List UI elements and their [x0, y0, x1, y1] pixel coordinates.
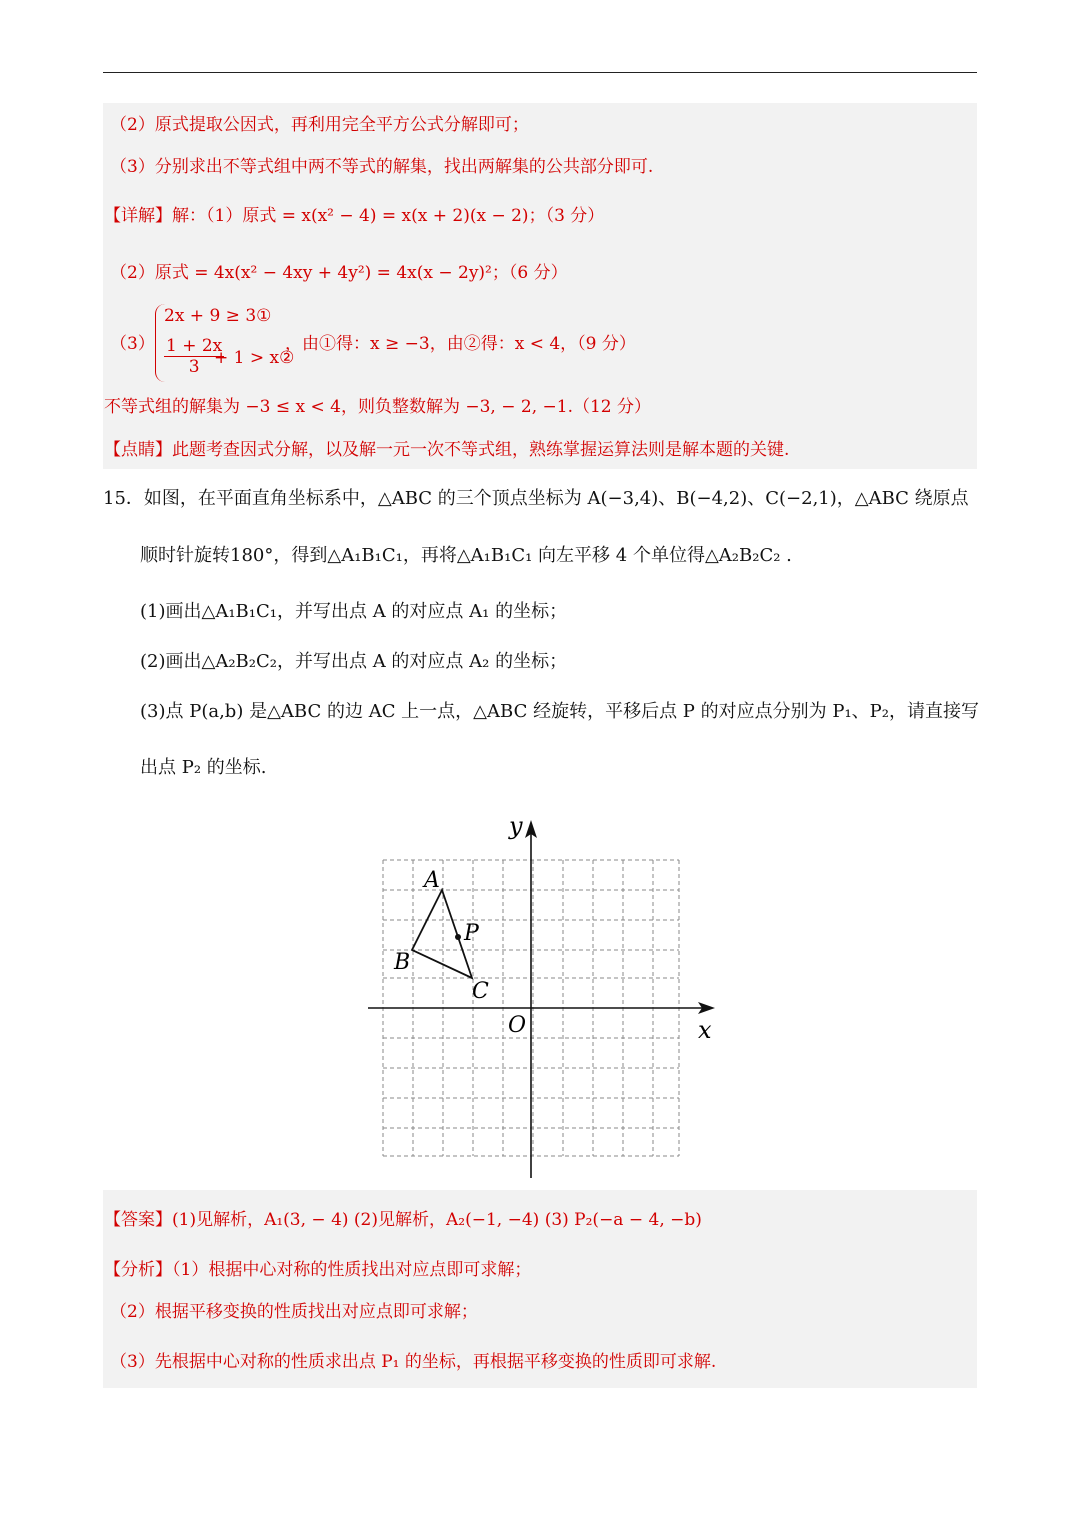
comment-tag: 【点睛】: [104, 440, 172, 460]
question-part-3b: 出点 P₂ 的坐标.: [140, 757, 267, 778]
solution-line-2: （2）原式提取公因式，再利用完全平方公式分解即可；: [110, 115, 529, 135]
question-stem-1: [103, 488, 969, 510]
question-stem-1-text: 如图，在平面直角坐标系中，△ABC 的三个顶点坐标为 A(−3,4)、B(−4,2)、C(−2,1)，△ABC 绕原点: [143, 488, 969, 509]
solution-line-3: （3）分别求出不等式组中两不等式的解集，找出两解集的公共部分即可.: [110, 157, 654, 177]
label-c: C: [472, 979, 489, 1004]
label-a: A: [424, 868, 440, 893]
label-x: x: [698, 1016, 712, 1044]
detail-3-prefix: （3）: [110, 334, 155, 354]
inequality-1: 2x + 9 ≥ 3①: [164, 306, 272, 326]
detail-tag: 【详解】: [104, 206, 172, 226]
question-stem-2: 顺时针旋转180°，得到△A₁B₁C₁，再将△A₁B₁C₁ 向左平移 4 个单位得△A₂B₂C₂ .: [140, 545, 792, 566]
comment-line: [104, 439, 789, 461]
analysis-line-3: （3）先根据中心对称的性质求出点 P₁ 的坐标，再根据平移变换的性质即可求解.: [110, 1352, 717, 1372]
question-number: 15．: [103, 488, 144, 509]
analysis-1-text: （1）根据中心对称的性质找出对应点即可求解；: [172, 1260, 532, 1280]
inequality-2-rest: + 1 > x②: [214, 348, 295, 368]
inequality-system: [155, 304, 295, 382]
analysis-line-1: [104, 1259, 531, 1281]
answer-tag: 【答案】: [104, 1210, 172, 1230]
header-rule: [103, 72, 977, 73]
label-y: y: [509, 812, 523, 840]
answer-text: (1)见解析，A₁(3, − 4) (2)见解析，A₂(−1, −4) (3) P₂(−a − 4, −b): [172, 1210, 702, 1230]
label-b: B: [394, 950, 411, 975]
fraction-numerator: 1 + 2x: [166, 336, 223, 356]
detail-line-1: [104, 205, 604, 227]
detail-3-suffix: ，由①得：x ≥ −3，由②得：x < 4，（9 分）: [285, 334, 636, 354]
label-o: O: [508, 1013, 527, 1038]
detail-1-text: 解：（1）原式 = x(x² − 4) = x(x + 2)(x − 2)；（3 分）: [172, 206, 605, 226]
label-p: P: [464, 921, 479, 946]
detail-line-4: 不等式组的解集为 −3 ≤ x < 4，则负整数解为 −3, − 2, −1.（12 分）: [104, 397, 652, 417]
comment-text: 此题考查因式分解，以及解一元一次不等式组，熟练掌握运算法则是解本题的关键.: [172, 440, 790, 460]
question-part-2: (2)画出△A₂B₂C₂，并写出点 A 的对应点 A₂ 的坐标；: [140, 651, 568, 672]
question-part-1: (1)画出△A₁B₁C₁，并写出点 A 的对应点 A₁ 的坐标；: [140, 601, 568, 622]
fraction-denominator: 3: [188, 357, 200, 377]
detail-line-2: （2）原式 = 4x(x² − 4xy + 4y²) = 4x(x − 2y)²；（6 分）: [110, 263, 568, 283]
point-p: [455, 934, 461, 940]
question-part-3a: (3)点 P(a,b) 是△ABC 的边 AC 上一点，△ABC 经旋转，平移后点 P 的对应点分别为 P₁、P₂，请直接写: [140, 701, 980, 722]
axes: [368, 832, 705, 1178]
analysis-tag: 【分析】: [104, 1260, 172, 1280]
answer-line: [104, 1209, 702, 1231]
triangle-abc: [412, 890, 472, 978]
analysis-line-2: （2）根据平移变换的性质找出对应点即可求解；: [110, 1302, 478, 1322]
coordinate-figure: [360, 810, 730, 1190]
